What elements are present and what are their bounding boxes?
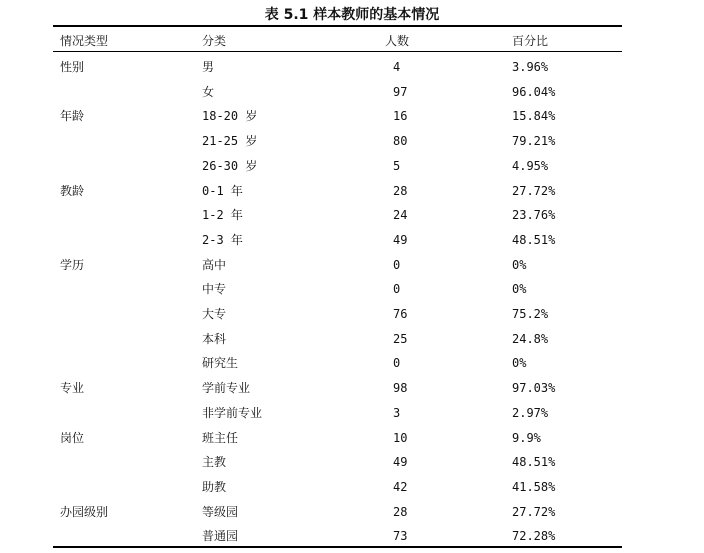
row-category: 男 [202,60,215,74]
row-category: 普通园 [202,529,239,544]
row-count: 10 [393,430,408,445]
row-count: 80 [393,134,408,149]
row-count: 49 [393,455,408,470]
row-count: 49 [393,232,408,247]
table-row [0,502,704,522]
table-row [0,353,704,373]
row-category: 学前专业 [202,381,251,396]
header-count: 人数 [385,34,410,48]
row-type: 性别 [60,60,85,74]
row-category: 18-20 岁 [202,109,258,124]
row-percent: 15.84% [512,109,556,124]
row-category: 0-1 年 [202,183,243,198]
table-row [0,255,704,275]
row-count: 73 [393,529,408,544]
row-count: 76 [393,307,408,321]
row-count: 97 [393,84,408,99]
row-percent: 23.76% [512,208,556,223]
table-row [0,428,704,448]
row-category: 班主任 [202,430,239,445]
row-count: 28 [393,183,408,198]
row-count: 0 [393,257,401,272]
row-category: 26-30 岁 [202,158,258,173]
row-percent: 0% [512,257,527,272]
table-row [0,230,704,250]
table-row [0,181,704,201]
row-percent: 27.72% [512,183,556,198]
row-type: 岗位 [60,430,85,445]
header-rule [53,51,622,52]
row-percent: 24.8% [512,331,549,346]
row-percent: 96.04% [512,84,556,99]
row-count: 98 [393,381,408,396]
row-type: 年龄 [60,109,85,124]
row-percent: 3.96% [512,60,549,74]
row-category: 等级园 [202,504,239,519]
row-percent: 48.51% [512,232,556,247]
row-category: 中专 [202,282,227,297]
row-count: 4 [393,60,401,74]
table-row [0,131,704,151]
table-row [0,57,704,77]
row-count: 0 [393,356,401,371]
table-row [0,82,704,102]
row-category: 研究生 [202,356,239,371]
row-type: 学历 [60,257,85,272]
row-count: 5 [393,158,401,173]
row-percent: 9.9% [512,430,541,445]
row-category: 1-2 年 [202,208,243,223]
table-title: 表 5.1 样本教师的基本情况 [264,7,440,23]
row-percent: 79.21% [512,134,556,149]
row-percent: 97.03% [512,381,556,396]
row-count: 3 [393,405,401,420]
header-percent: 百分比 [512,34,549,48]
table-row [0,279,704,299]
header-category: 分类 [202,34,227,48]
row-category: 女 [202,84,215,99]
row-percent: 27.72% [512,504,556,519]
row-count: 24 [393,208,408,223]
row-type: 专业 [60,381,85,396]
row-category: 2-3 年 [202,232,243,247]
header-type: 情况类型 [60,34,109,48]
table-row [0,452,704,472]
row-type: 办园级别 [60,504,109,519]
top-rule [53,25,622,27]
row-percent: 2.97% [512,405,549,420]
table-row [0,329,704,349]
bottom-rule [53,546,622,548]
row-count: 28 [393,504,408,519]
table-row [0,156,704,176]
table-row [0,403,704,423]
row-type: 教龄 [60,183,85,198]
row-category: 21-25 岁 [202,134,258,149]
row-category: 高中 [202,257,227,272]
row-percent: 41.58% [512,479,556,494]
table-row [0,477,704,497]
table-row [0,304,704,324]
row-count: 0 [393,282,401,297]
table-row [0,106,704,126]
table-row [0,205,704,225]
row-category: 本科 [202,331,227,346]
row-percent: 72.28% [512,529,556,544]
table-row [0,526,704,546]
table-row [0,378,704,398]
row-count: 25 [393,331,408,346]
row-percent: 4.95% [512,158,549,173]
row-percent: 0% [512,282,527,297]
row-count: 42 [393,479,408,494]
row-percent: 48.51% [512,455,556,470]
row-count: 16 [393,109,408,124]
row-category: 助教 [202,479,227,494]
row-category: 主教 [202,455,227,470]
row-category: 大专 [202,307,227,321]
row-category: 非学前专业 [202,405,263,420]
table-header [0,31,704,51]
row-percent: 75.2% [512,307,549,321]
row-percent: 0% [512,356,527,371]
